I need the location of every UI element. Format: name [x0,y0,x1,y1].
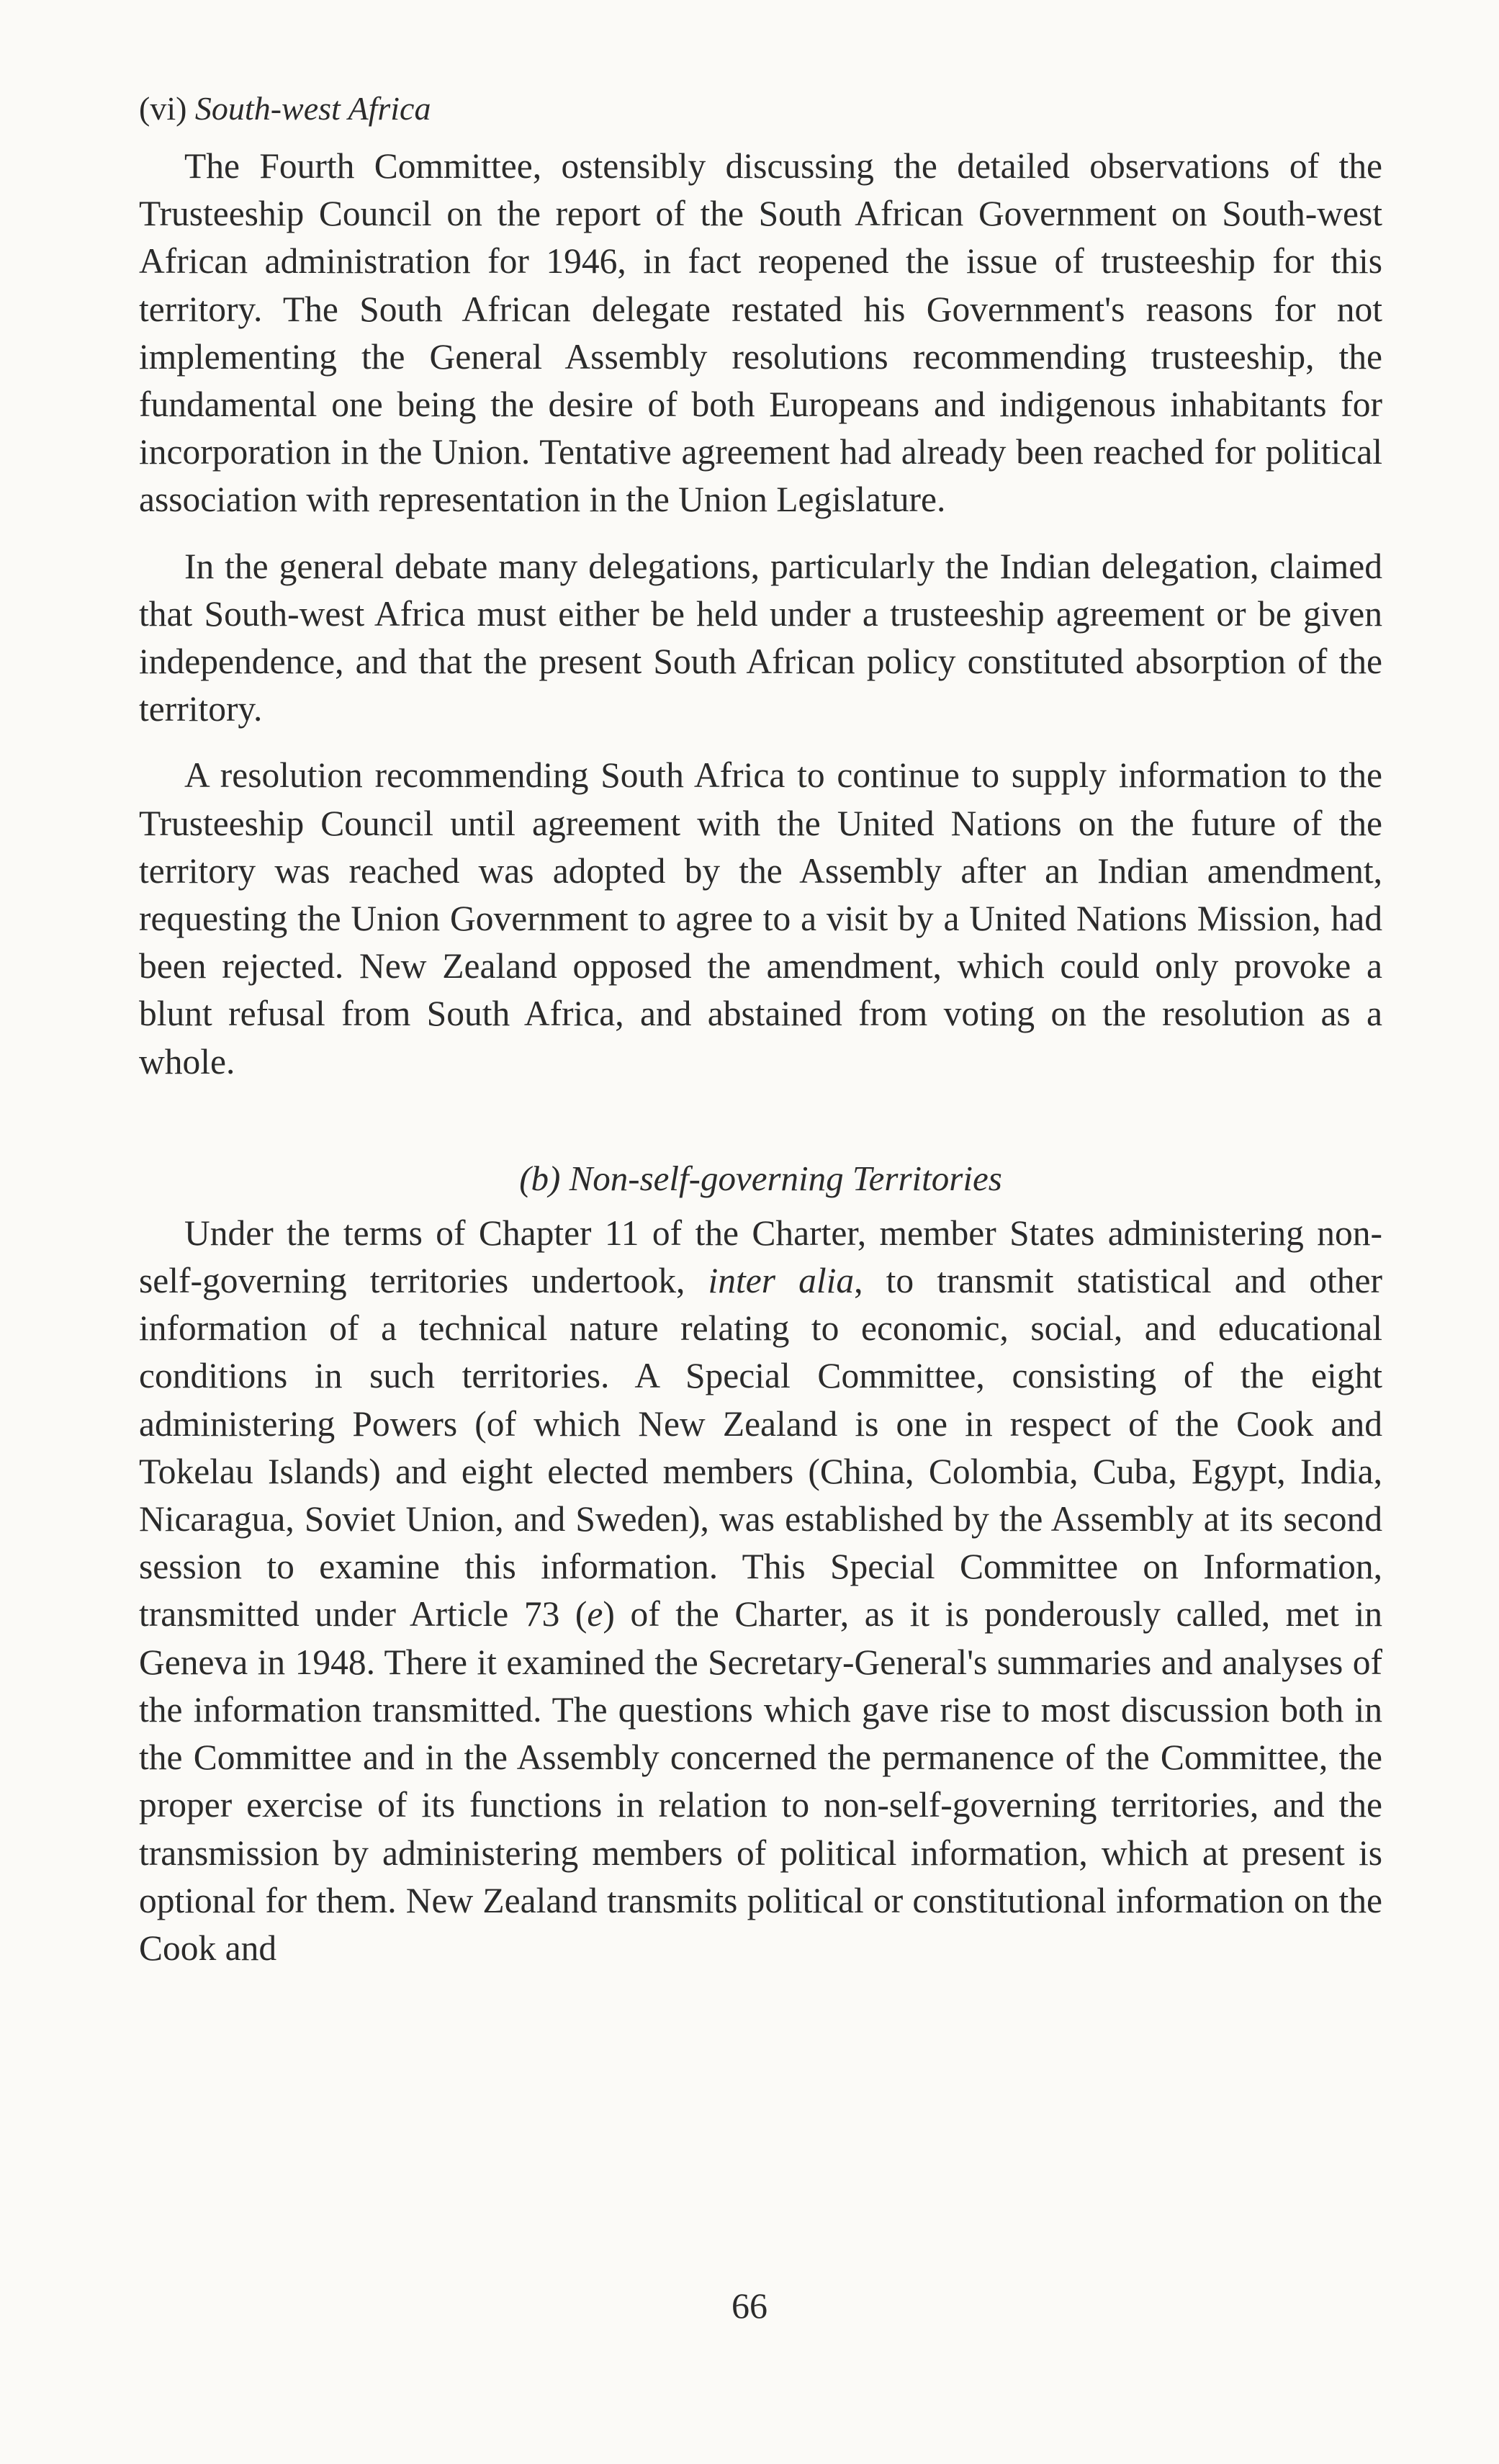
document-page [139,85,1382,1991]
section-heading [139,85,1382,132]
section-title: South-west Africa [194,90,431,127]
paragraph-2: In the general debate many delegations, particularly the Indian delegation, claimed that South-west Africa must either be held under a trusteeship agreement or be given independence, and that the present South African policy constituted absorption of the territory. [139,546,1382,729]
page-number: 66 [732,2285,767,2326]
subsection-letter: (b) [519,1158,561,1198]
subsection-heading [139,1155,1382,1202]
paragraph-4-part-1: Under the terms of Chapter 11 of the Charter, member States administering non-self-governing territories undertook, [139,1213,1382,1301]
paragraph-3: A resolution recommending South Africa to continue to supply information to the Trusteeship Council until agreement with the United Nations on the future of the territory was reached was adopted by the Assembly after an Indian amendment, requesting the Union Government to agree to a visit by a United Nations Mission, had been rejected. New Zealand opposed the amendment, which could only provoke a blunt refusal from South Africa, and abstained from voting on the resolution as a whole. [139,755,1382,1082]
section-number: (vi) [139,90,187,127]
paragraph-4-part-2: , to transmit statistical and other information of a technical nature relating to economic, social, and educational conditions in such territories. A Special Committee, consisting of the eight administering Powers (of which New Zealand is one in respect of the Cook and Tokelau Islands) and eight elected members (China, Colombia, Cuba, Egypt, India, Nicaragua, Soviet Union, and Sweden), was established by the Assembly at its second session to examine this information. This Special Committee on Information, transmitted under Article 73 ( [139,1261,1382,1635]
paragraph-4 [139,1210,1382,1972]
paragraph-4-italic-inter-alia: inter alia [708,1261,855,1301]
paragraph-1: The Fourth Committee, ostensibly discussing the detailed observations of the Trusteeship Council on the report of the South African Government on South-west African administration for 1946, in fact reopened the issue of trusteeship for this territory. The South African delegate restated his Government's reasons for not implementing the General Assembly resolutions recommending trusteeship, the fundamental one being the desire of both Europeans and indigenous inhabitants for incorporation in the Union. Tentative agreement had already been reached for political association with representation in the Union Legislature. [139,146,1382,520]
paragraph-4-italic-e: e [587,1594,603,1635]
paragraph-4-part-3: ) of the Charter, as it is ponderously called, met in Geneva in 1948. There it examined the Secretary-General's summaries and analyses of the information transmitted. The questions which gave rise to most discussion both in the Committee and in the Assembly concerned the permanence of the Committee, the proper exercise of its functions in relation to non-self-governing territories, and the transmission by administering members of political information, which at present is optional for them. New Zealand transmits political or constitutional information on the Cook and [139,1594,1382,1968]
subsection-title: Non-self-governing Territories [569,1158,1002,1198]
